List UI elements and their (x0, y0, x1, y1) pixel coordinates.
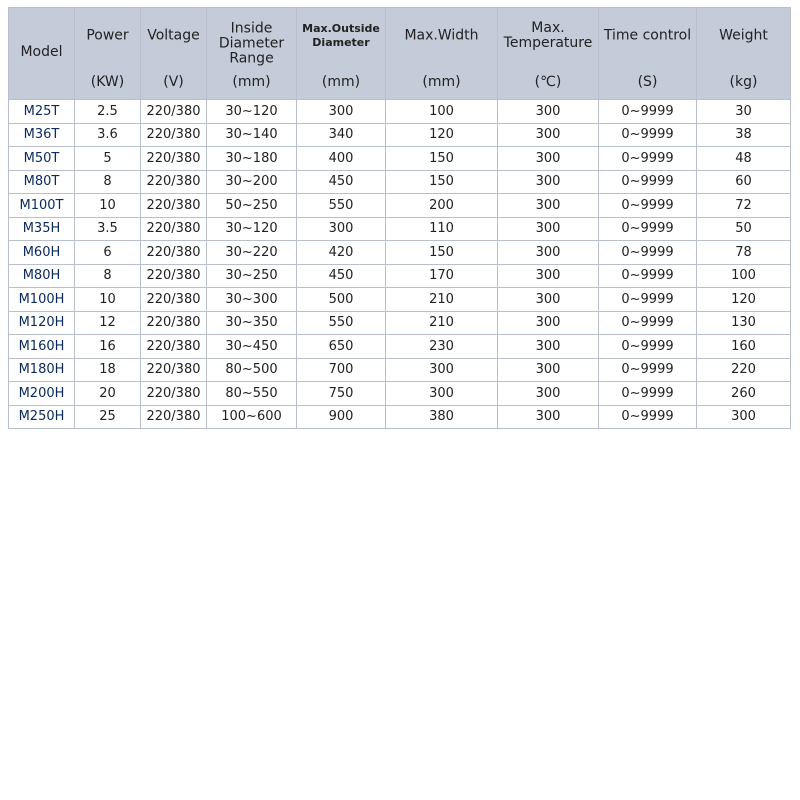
cell-outside-diameter: 300 (297, 217, 386, 241)
cell-weight: 30 (697, 100, 791, 124)
header-voltage-unit: (V) (163, 74, 184, 90)
cell-power: 10 (75, 194, 141, 218)
cell-voltage: 220/380 (141, 147, 207, 171)
cell-max-temperature: 300 (498, 147, 599, 171)
cell-max-width: 210 (386, 311, 498, 335)
header-voltage-name: Voltage (147, 27, 200, 44)
header-time-control (599, 8, 697, 100)
cell-voltage: 220/380 (141, 311, 207, 335)
cell-voltage: 220/380 (141, 335, 207, 359)
cell-max-width: 150 (386, 147, 498, 171)
cell-inside-diameter: 30~220 (207, 241, 297, 265)
cell-voltage: 220/380 (141, 405, 207, 429)
cell-inside-diameter: 50~250 (207, 194, 297, 218)
cell-weight: 300 (697, 405, 791, 429)
cell-model: M100H (9, 288, 75, 312)
cell-max-temperature: 300 (498, 288, 599, 312)
cell-model: M160H (9, 335, 75, 359)
cell-time-control: 0~9999 (599, 100, 697, 124)
header-max-temperature-unit: (℃) (534, 74, 562, 90)
cell-time-control: 0~9999 (599, 217, 697, 241)
table-row (9, 382, 791, 406)
cell-time-control: 0~9999 (599, 194, 697, 218)
cell-max-temperature: 300 (498, 123, 599, 147)
cell-outside-diameter: 450 (297, 170, 386, 194)
table-body (9, 100, 791, 429)
header-time-control-unit: (S) (637, 74, 658, 90)
cell-outside-diameter: 750 (297, 382, 386, 406)
cell-model: M200H (9, 382, 75, 406)
cell-inside-diameter: 30~120 (207, 100, 297, 124)
cell-model: M50T (9, 147, 75, 171)
header-inside-diameter-name: Inside Diameter Range (218, 20, 285, 67)
cell-max-width: 100 (386, 100, 498, 124)
table-row (9, 241, 791, 265)
cell-max-width: 210 (386, 288, 498, 312)
cell-inside-diameter: 30~450 (207, 335, 297, 359)
header-power (75, 8, 141, 100)
header-inside-diameter (207, 8, 297, 100)
cell-max-width: 300 (386, 358, 498, 382)
header-outside-diameter-unit: (mm) (321, 74, 361, 90)
cell-weight: 48 (697, 147, 791, 171)
header-max-width-unit: (mm) (422, 74, 461, 90)
table-row (9, 217, 791, 241)
cell-inside-diameter: 30~140 (207, 123, 297, 147)
header-power-name: Power (86, 27, 129, 44)
cell-model: M250H (9, 405, 75, 429)
cell-max-temperature: 300 (498, 264, 599, 288)
cell-voltage: 220/380 (141, 241, 207, 265)
cell-time-control: 0~9999 (599, 335, 697, 359)
header-voltage (141, 8, 207, 100)
cell-weight: 78 (697, 241, 791, 265)
header-max-temperature-name: Max. Temperature (503, 20, 593, 51)
table-header-row (9, 8, 791, 100)
cell-weight: 60 (697, 170, 791, 194)
cell-max-temperature: 300 (498, 382, 599, 406)
table-row (9, 358, 791, 382)
cell-max-temperature: 300 (498, 335, 599, 359)
cell-power: 2.5 (75, 100, 141, 124)
cell-weight: 220 (697, 358, 791, 382)
cell-weight: 50 (697, 217, 791, 241)
cell-outside-diameter: 550 (297, 311, 386, 335)
cell-time-control: 0~9999 (599, 358, 697, 382)
cell-model: M35H (9, 217, 75, 241)
table-row (9, 288, 791, 312)
cell-model: M80T (9, 170, 75, 194)
cell-max-width: 110 (386, 217, 498, 241)
cell-model: M180H (9, 358, 75, 382)
cell-model: M60H (9, 241, 75, 265)
cell-max-temperature: 300 (498, 311, 599, 335)
cell-outside-diameter: 400 (297, 147, 386, 171)
cell-power: 20 (75, 382, 141, 406)
cell-time-control: 0~9999 (599, 241, 697, 265)
cell-max-temperature: 300 (498, 241, 599, 265)
cell-inside-diameter: 30~300 (207, 288, 297, 312)
cell-power: 5 (75, 147, 141, 171)
cell-outside-diameter: 900 (297, 405, 386, 429)
cell-max-width: 300 (386, 382, 498, 406)
cell-weight: 38 (697, 123, 791, 147)
table-row (9, 147, 791, 171)
cell-time-control: 0~9999 (599, 123, 697, 147)
header-outside-diameter-name: Max.Outside Diameter (302, 22, 380, 49)
header-max-width-name: Max.Width (404, 27, 479, 44)
cell-weight: 260 (697, 382, 791, 406)
cell-power: 3.5 (75, 217, 141, 241)
cell-weight: 160 (697, 335, 791, 359)
cell-voltage: 220/380 (141, 194, 207, 218)
cell-inside-diameter: 80~550 (207, 382, 297, 406)
header-weight-unit: (kg) (729, 74, 758, 90)
header-model-name: Model (20, 44, 63, 60)
cell-weight: 120 (697, 288, 791, 312)
cell-model: M36T (9, 123, 75, 147)
cell-power: 8 (75, 264, 141, 288)
cell-max-temperature: 300 (498, 100, 599, 124)
cell-inside-diameter: 30~180 (207, 147, 297, 171)
cell-max-temperature: 300 (498, 170, 599, 194)
cell-outside-diameter: 300 (297, 100, 386, 124)
cell-inside-diameter: 80~500 (207, 358, 297, 382)
cell-time-control: 0~9999 (599, 311, 697, 335)
cell-max-width: 170 (386, 264, 498, 288)
header-weight-name: Weight (719, 27, 768, 44)
cell-outside-diameter: 340 (297, 123, 386, 147)
cell-max-temperature: 300 (498, 194, 599, 218)
cell-voltage: 220/380 (141, 100, 207, 124)
cell-time-control: 0~9999 (599, 170, 697, 194)
cell-weight: 72 (697, 194, 791, 218)
table-row (9, 170, 791, 194)
cell-power: 25 (75, 405, 141, 429)
cell-weight: 100 (697, 264, 791, 288)
cell-voltage: 220/380 (141, 382, 207, 406)
cell-model: M80H (9, 264, 75, 288)
cell-power: 18 (75, 358, 141, 382)
cell-model: M100T (9, 194, 75, 218)
table-row (9, 100, 791, 124)
cell-max-width: 150 (386, 241, 498, 265)
header-model (9, 8, 75, 100)
cell-max-width: 200 (386, 194, 498, 218)
spec-table (8, 7, 791, 429)
header-inside-diameter-unit: (mm) (232, 74, 271, 90)
cell-voltage: 220/380 (141, 123, 207, 147)
table-row (9, 311, 791, 335)
cell-max-width: 380 (386, 405, 498, 429)
cell-outside-diameter: 420 (297, 241, 386, 265)
cell-power: 6 (75, 241, 141, 265)
header-max-width (386, 8, 498, 100)
cell-voltage: 220/380 (141, 217, 207, 241)
cell-max-width: 120 (386, 123, 498, 147)
header-time-control-name: Time control (603, 27, 692, 44)
cell-max-temperature: 300 (498, 217, 599, 241)
cell-power: 10 (75, 288, 141, 312)
cell-inside-diameter: 30~250 (207, 264, 297, 288)
table-row (9, 194, 791, 218)
cell-outside-diameter: 500 (297, 288, 386, 312)
header-weight (697, 8, 791, 100)
table-row (9, 335, 791, 359)
cell-outside-diameter: 650 (297, 335, 386, 359)
cell-max-temperature: 300 (498, 405, 599, 429)
cell-power: 12 (75, 311, 141, 335)
cell-time-control: 0~9999 (599, 382, 697, 406)
cell-inside-diameter: 30~120 (207, 217, 297, 241)
cell-time-control: 0~9999 (599, 147, 697, 171)
cell-inside-diameter: 30~350 (207, 311, 297, 335)
cell-outside-diameter: 450 (297, 264, 386, 288)
cell-weight: 130 (697, 311, 791, 335)
header-max-temperature (498, 8, 599, 100)
header-power-unit: (KW) (90, 74, 125, 90)
cell-voltage: 220/380 (141, 170, 207, 194)
cell-voltage: 220/380 (141, 288, 207, 312)
cell-time-control: 0~9999 (599, 264, 697, 288)
cell-inside-diameter: 100~600 (207, 405, 297, 429)
cell-model: M25T (9, 100, 75, 124)
table-row (9, 123, 791, 147)
cell-power: 16 (75, 335, 141, 359)
cell-time-control: 0~9999 (599, 288, 697, 312)
cell-max-temperature: 300 (498, 358, 599, 382)
table-row (9, 264, 791, 288)
cell-max-width: 230 (386, 335, 498, 359)
cell-voltage: 220/380 (141, 264, 207, 288)
cell-max-width: 150 (386, 170, 498, 194)
cell-model: M120H (9, 311, 75, 335)
table-row (9, 405, 791, 429)
cell-outside-diameter: 700 (297, 358, 386, 382)
cell-power: 3.6 (75, 123, 141, 147)
header-outside-diameter (297, 8, 386, 100)
cell-outside-diameter: 550 (297, 194, 386, 218)
cell-voltage: 220/380 (141, 358, 207, 382)
cell-inside-diameter: 30~200 (207, 170, 297, 194)
cell-power: 8 (75, 170, 141, 194)
cell-time-control: 0~9999 (599, 405, 697, 429)
